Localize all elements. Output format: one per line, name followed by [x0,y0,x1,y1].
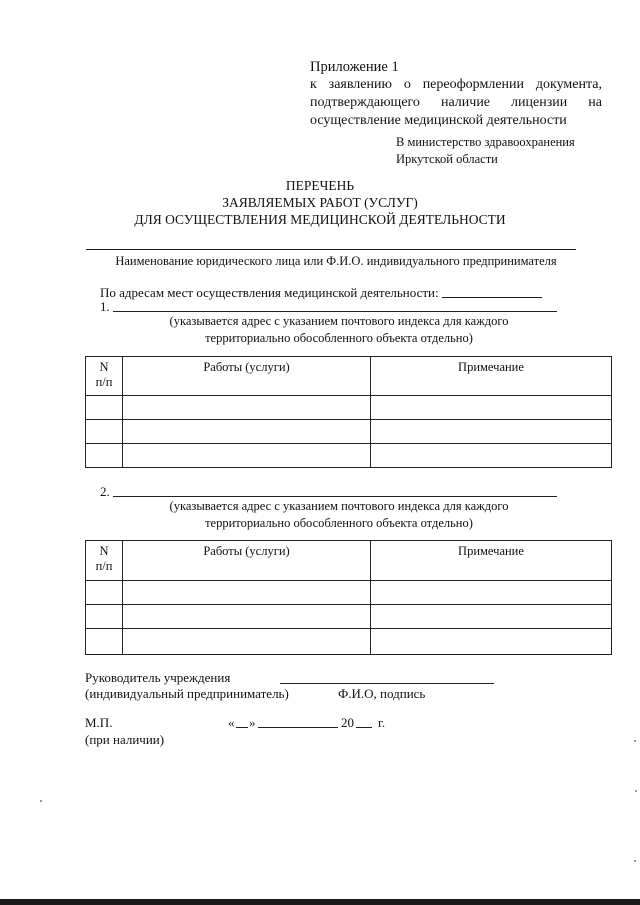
column-header-number-pp: п/п [95,559,113,573]
column-header-works: Работы (услуги) [123,357,371,396]
scan-speck [635,790,637,792]
table-row [86,396,612,420]
table-cell[interactable] [86,629,123,655]
column-header-works: Работы (услуги) [123,541,371,581]
table-cell[interactable] [371,629,612,655]
addresses-field[interactable] [442,297,542,298]
table-row [86,581,612,605]
heading-line: ДЛЯ ОСУЩЕСТВЛЕНИЯ МЕДИЦИНСКОЙ ДЕЯТЕЛЬНОСТИ [134,212,506,227]
table-row [86,420,612,444]
date-open-quote: « [228,715,235,730]
address-note-line: территориально обособленного объекта отдельно) [205,516,473,530]
appendix-line: подтверждающего наличие лицензии на [310,95,602,110]
appendix-block [310,58,602,130]
addressee-block [396,134,575,168]
address-note-line: территориально обособленного объекта отдельно) [205,331,473,345]
column-header-number-n: N [99,544,109,558]
table-cell[interactable] [123,629,371,655]
addressee-line: В министерство здравоохранения [396,135,575,149]
table-cell[interactable] [86,420,123,444]
column-header-number-pp: п/п [95,375,113,389]
table-row [86,444,612,468]
address-field[interactable] [113,311,557,312]
address-note-line: (указывается адрес с указанием почтового индекса для каждого [169,314,509,328]
works-table [85,356,612,468]
scan-speck [40,800,42,802]
addresses-label: По адресам мест осуществления медицинской деятельности: [100,285,439,300]
table-cell[interactable] [371,581,612,605]
heading-line: ЗАЯВЛЯЕМЫХ РАБОТ (УСЛУГ) [222,195,418,210]
date-year-prefix: 20 [341,715,354,730]
addressee-line: Иркутской области [396,152,498,166]
table-row [86,605,612,629]
date-month-field[interactable] [258,727,338,728]
table-cell[interactable] [371,396,612,420]
column-header-number [86,357,123,396]
date-year-suffix: г. [378,715,386,730]
table-cell[interactable] [371,605,612,629]
table-row [86,629,612,655]
date-close-quote: » [249,715,256,730]
address-field[interactable] [113,496,557,497]
address-note [108,313,570,347]
table-cell[interactable] [371,420,612,444]
column-header-number [86,541,123,581]
heading-line: ПЕРЕЧЕНЬ [285,178,355,193]
section-number: 1. [100,299,110,314]
table-header-row [86,357,612,396]
column-header-number-n: N [99,360,109,374]
org-name-caption: Наименование юридического лица или Ф.И.О. индивидуального предпринимателя [115,254,557,268]
section-number: 2. [100,484,110,499]
scan-border [0,899,640,905]
table-cell[interactable] [123,420,371,444]
address-note-line: (указывается адрес с указанием почтового индекса для каждого [169,499,509,513]
table-cell[interactable] [86,444,123,468]
signature-field[interactable] [280,683,494,684]
appendix-title: Приложение 1 [310,59,399,75]
table-cell[interactable] [123,605,371,629]
table-header-row [86,541,612,581]
address-note [108,498,570,532]
column-header-note: Примечание [371,541,612,581]
scan-speck [634,740,636,742]
appendix-line: осуществление медицинской деятельности [310,113,567,128]
table-cell[interactable] [123,444,371,468]
org-name-field[interactable] [86,249,576,250]
date-day-field[interactable] [236,727,248,728]
table-cell[interactable] [86,396,123,420]
table-cell[interactable] [371,444,612,468]
stamp-label: М.П. [85,715,113,730]
scan-speck [634,860,636,862]
stamp-sublabel: (при наличии) [85,732,165,747]
head-label: Руководитель учреждения [85,670,231,685]
fio-signature-caption: Ф.И.О, подпись [338,686,426,701]
column-header-note: Примечание [371,357,612,396]
works-table [85,540,612,655]
table-cell[interactable] [123,396,371,420]
entrepreneur-label: (индивидуальный предприниматель) [85,686,289,701]
appendix-line: к заявлению о переоформлении документа, [310,77,602,92]
table-cell[interactable] [86,581,123,605]
date-year-field[interactable] [356,727,372,728]
table-cell[interactable] [123,581,371,605]
document-heading [0,177,640,228]
table-cell[interactable] [86,605,123,629]
